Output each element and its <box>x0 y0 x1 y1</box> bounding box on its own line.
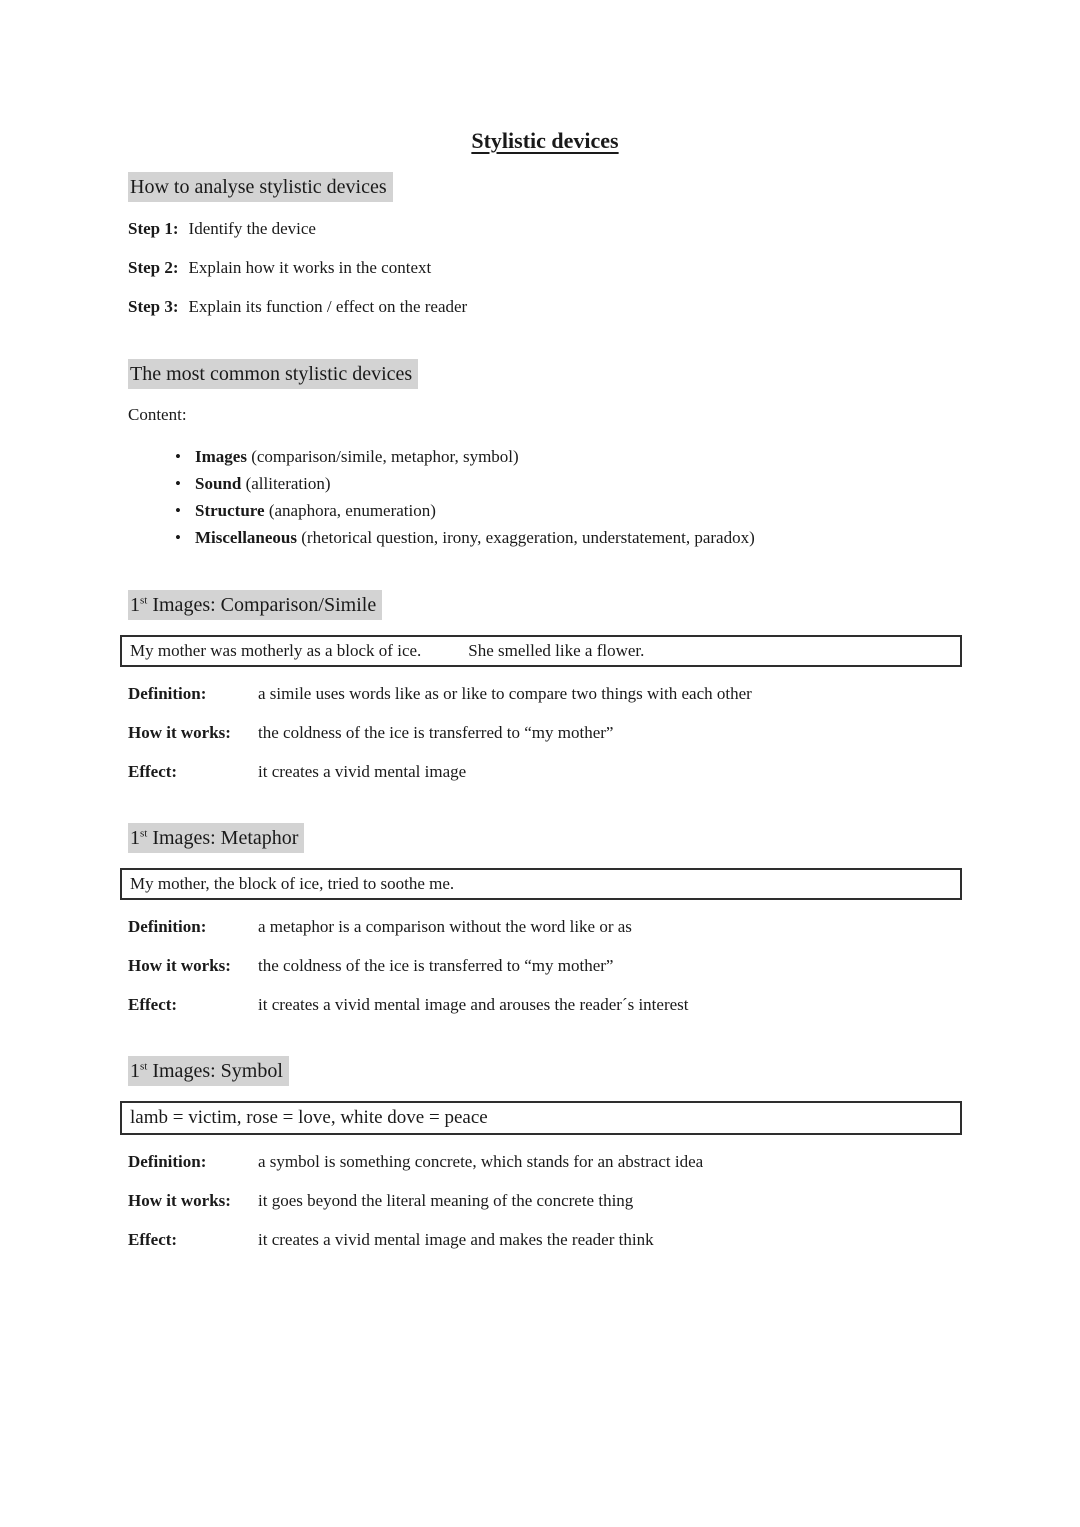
bullet-term-structure: Structure <box>195 501 265 520</box>
heading-ordinal-suffix: st <box>140 594 148 607</box>
info-rows-symbol <box>128 1151 962 1251</box>
steps-list <box>128 218 962 318</box>
heading-text: Images: Metaphor <box>147 827 299 849</box>
definition-text: a simile uses words like as or like to compare two things with each other <box>258 684 752 703</box>
step-row-1 <box>128 218 962 240</box>
page-title <box>128 126 962 156</box>
step-2-label: Step 2: <box>128 258 179 277</box>
bullet-item-sound <box>175 470 962 497</box>
info-row-effect <box>128 994 962 1016</box>
step-row-2 <box>128 257 962 279</box>
section-symbol <box>128 1056 962 1251</box>
heading-number: 1 <box>130 594 140 616</box>
effect-label: Effect: <box>128 762 178 781</box>
step-1-text: Identify the device <box>188 219 316 238</box>
info-row-how-it-works <box>128 1190 962 1212</box>
how-it-works-text: the coldness of the ice is transferred to “my mother” <box>258 956 614 975</box>
info-row-definition <box>128 683 962 705</box>
example-sentence: My mother, the block of ice, tried to soothe me. <box>130 874 455 893</box>
info-row-effect <box>128 1229 962 1251</box>
how-it-works-text: the coldness of the ice is transferred to “my mother” <box>258 723 614 742</box>
how-it-works-label: How it works: <box>128 956 231 975</box>
example-sentence-2: She smelled like a flower. <box>468 641 645 660</box>
example-box-metaphor <box>120 868 962 900</box>
step-3-label: Step 3: <box>128 297 179 316</box>
metaphor-heading <box>128 823 304 853</box>
definition-text: a metaphor is a comparison without the word like or as <box>258 917 632 936</box>
effect-label: Effect: <box>128 1230 178 1249</box>
example-sentence: lamb = victim, rose = love, white dove = peace <box>130 1107 488 1128</box>
page-title-text: Stylistic devices <box>471 128 619 153</box>
step-1-label: Step 1: <box>128 219 179 238</box>
step-3-text: Explain its function / effect on the reader <box>188 297 468 316</box>
bullet-rest-miscellaneous: (rhetorical question, irony, exaggeration, understatement, paradox) <box>297 528 755 547</box>
info-row-effect <box>128 761 962 783</box>
section-most-common <box>128 359 962 551</box>
info-rows-metaphor <box>128 916 962 1016</box>
bullet-term-miscellaneous: Miscellaneous <box>195 528 297 547</box>
effect-text: it creates a vivid mental image and makes the reader think <box>258 1230 654 1249</box>
bullet-item-structure <box>175 497 962 524</box>
definition-label: Definition: <box>128 1152 207 1171</box>
bullet-term-sound: Sound <box>195 474 242 493</box>
bullet-rest-images: (comparison/simile, metaphor, symbol) <box>246 447 519 466</box>
heading-text: Images: Comparison/Simile <box>147 594 377 616</box>
bullet-item-miscellaneous <box>175 524 962 551</box>
content-label: Content: <box>128 405 187 424</box>
info-row-how-it-works <box>128 955 962 977</box>
effect-text: it creates a vivid mental image <box>258 762 467 781</box>
step-2-text: Explain how it works in the context <box>188 258 432 277</box>
heading-text: Images: Symbol <box>147 1060 283 1082</box>
heading-ordinal-suffix: st <box>140 1060 148 1073</box>
info-row-definition <box>128 1151 962 1173</box>
how-it-works-text: it goes beyond the literal meaning of the concrete thing <box>258 1191 634 1210</box>
definition-label: Definition: <box>128 917 207 936</box>
step-row-3 <box>128 296 962 318</box>
how-it-works-label: How it works: <box>128 723 231 742</box>
example-box-simile <box>120 635 962 667</box>
heading-ordinal-suffix: st <box>140 827 148 840</box>
example-sentence-1: My mother was motherly as a block of ice. <box>130 641 422 660</box>
heading-number: 1 <box>130 1060 140 1082</box>
device-category-list <box>128 443 962 551</box>
example-box-symbol <box>120 1101 962 1135</box>
bullet-rest-sound: (alliteration) <box>241 474 331 493</box>
effect-label: Effect: <box>128 995 178 1014</box>
symbol-heading <box>128 1056 289 1086</box>
section-metaphor <box>128 823 962 1016</box>
how-to-heading: How to analyse stylistic devices <box>128 172 393 202</box>
bullet-rest-structure: (anaphora, enumeration) <box>264 501 436 520</box>
heading-number: 1 <box>130 827 140 849</box>
info-row-how-it-works <box>128 722 962 744</box>
how-it-works-label: How it works: <box>128 1191 231 1210</box>
section-how-to-analyse <box>128 172 962 318</box>
most-common-heading: The most common stylistic devices <box>128 359 418 389</box>
info-row-definition <box>128 916 962 938</box>
definition-label: Definition: <box>128 684 207 703</box>
info-rows-simile <box>128 683 962 783</box>
effect-text: it creates a vivid mental image and arouses the reader´s interest <box>258 995 689 1014</box>
definition-text: a symbol is something concrete, which stands for an abstract idea <box>258 1152 704 1171</box>
section-comparison-simile <box>128 590 962 783</box>
bullet-item-images <box>175 443 962 470</box>
bullet-term-images: Images <box>195 447 247 466</box>
comparison-simile-heading <box>128 590 382 620</box>
